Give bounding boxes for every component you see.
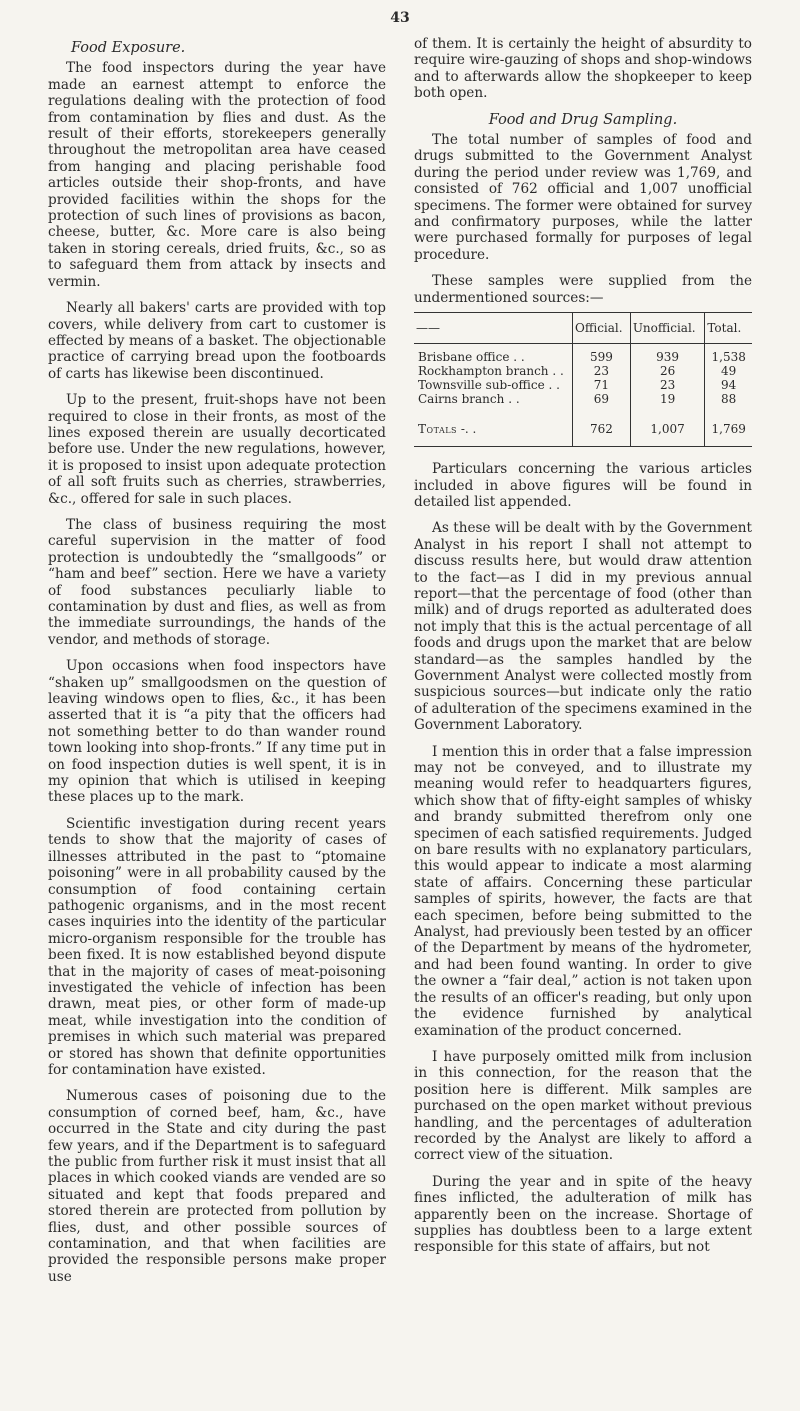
header-total: Total. [705, 313, 752, 344]
cell-total: 1,538 [705, 344, 752, 365]
paragraph: Numerous cases of poisoning due to the consumption of corned beef, ham, &c., have occurred in the State and city during the past few years, and if the Department is to safeguard the public from further risk it must insist that all places in which cooked viands are vended are so situated and kept that foods prepared and stored therein are protected from pollution by flies, dust, and other possible sources of contamination, and that when facilities are provided the responsible persons make proper use [48, 1088, 386, 1285]
section-title-food-drug-sampling: Food and Drug Sampling. [488, 111, 678, 128]
paragraph: As these will be dealt with by the Government Analyst in his report I shall not attempt to discuss results here, but would draw attention to the fact—as I did in my previous annual report—that the percentage of food (other than milk) and of drugs reported as adulterated does not imply that this is the actual percentage of all foods and drugs upon the market that are below standard—as the samples handled by the Government Analyst were collected mostly from suspicious sources—but indicate only the ratio of adulteration of the specimens examined in the Government Laboratory. [414, 520, 752, 734]
paragraph: I have purposely omitted milk from inclusion in this connection, for the reason that the position here is different. Milk samples are purchased on the open market without previous handling, and the percentages of adulteration recorded by the Analyst are likely to afford a correct view of the situation. [414, 1048, 752, 1164]
paragraph: These samples were supplied from the undermentioned sources:— [414, 273, 752, 306]
table-header-row [414, 313, 752, 344]
cell-total: 88 [705, 392, 752, 418]
paragraph: The total number of samples of food and drugs submitted to the Government Analyst during the period under review was 1,769, and consisted of 762 official and 1,007 unofficial specimens. The former were obtained for survey and confirmatory purposes, while the latter were purchased formally for purposes of legal procedure. [414, 132, 752, 263]
paragraph: The class of business requiring the most careful supervision in the matter of food protection is undoubtedly the “smallgoods” or “ham and beef” section. Here we have a variety of food substances peculiarly liable to contamination by dust and flies, as well as from the immediate surroundings, the hands of the vendor, and methods of storage. [48, 516, 386, 648]
totals-label: Totals [418, 422, 458, 437]
cell-unofficial: 19 [630, 392, 705, 418]
table-row [414, 344, 752, 365]
cell-grand-total: 1,769 [705, 418, 752, 447]
paragraph: Nearly all bakers' carts are provided with top covers, while delivery from cart to customer is effected by means of a basket. The objectionable practice of carrying bread upon the footboards of carts has likewise been discontinued. [48, 300, 386, 382]
paragraph: During the year and in spite of the heavy fines inflicted, the adulteration of milk has apparently been on the increase. Shortage of supplies has doubtless been to a large extent responsible for this state of affairs, but not [414, 1173, 752, 1256]
leader-dots: . . [552, 364, 564, 379]
cell-total: 49 [705, 364, 752, 378]
table-totals-row [414, 418, 752, 447]
page-number: 43 [390, 10, 410, 26]
leader-dots: -. . [460, 422, 477, 437]
row-label: Rockhampton branch [418, 364, 549, 379]
header-official: Official. [573, 313, 631, 344]
cell-official: 71 [573, 378, 631, 392]
leader-dots: . . [548, 378, 560, 393]
header-unofficial: Unofficial. [630, 313, 705, 344]
table-row [414, 378, 752, 392]
section-title-food-exposure: Food Exposure. [71, 40, 186, 56]
paragraph: Particulars concerning the various articles included in above figures will be found in detailed list appended. [414, 461, 752, 510]
cell-unofficial: 939 [630, 344, 705, 365]
paragraph: Upon occasions when food inspectors have “shaken up” smallgoodsmen on the question of leaving windows open to flies, &c., it has been asserted that it is “a pity that the officers had not something better to do than wander round town looking into shop-fronts.” If any time put in on food inspection duties is well spent, it is in my opinion that which is utilised in keeping these places up to the mark. [48, 658, 386, 806]
paragraph: Scientific investigation during recent years tends to show that the majority of cases of illnesses attributed in the past to “ptomaine poisoning” were in all probability caused by the consumption of food containing certain pathogenic organisms, and in the most recent cases inquiries into the identity of the particular micro-organism responsible for the trouble has been fixed. It is now established beyond dispute that in the majority of cases of meat-poisoning investigated the vehicle of infection has been drawn, meat pies, or other form of made-up meat, while investigation into the condition of premises in which such material was prepared or stored has shown that definite opportunities for contamination have existed. [48, 815, 386, 1078]
leader-dots: . . [513, 350, 525, 365]
right-column [414, 36, 752, 1266]
cell-official: 23 [573, 364, 631, 378]
leader-dots: . . [508, 392, 520, 407]
paragraph-continued: of them. It is certainly the height of absurdity to require wire-gauzing of shops and shop-windows and to afterwards allow the shopkeeper to keep both open. [414, 36, 752, 102]
row-label: Townsville sub-office [418, 378, 545, 393]
cell-official: 69 [573, 392, 631, 418]
table-row [414, 392, 752, 418]
left-column [48, 40, 386, 1295]
cell-unofficial-total: 1,007 [630, 418, 705, 447]
row-label: Brisbane office [418, 350, 510, 365]
cell-total: 94 [705, 378, 752, 392]
table-corner-header: —— [414, 313, 573, 344]
cell-official: 599 [573, 344, 631, 365]
paragraph: I mention this in order that a false impression may not be conveyed, and to illustrate my meaning would refer to headquarters figures, which show that of fifty-eight samples of whisky and brandy submitted therefrom only one specimen of each satisfied requirements. Judged on bare results with no explanatory particulars, this would appear to indicate a most alarming state of affairs. Concerning these particular samples of spirits, however, the facts are that each specimen, before being submitted to the Analyst, had previously been tested by an officer of the Department by means of the hydrometer, and had been found wanting. In order to give the owner a “fair deal,” action is not taken upon the results of an officer's reading, but only upon the evidence furnished by analytical examination of the product concerned. [414, 743, 752, 1039]
samples-sources-table [414, 312, 752, 447]
paragraph: The food inspectors during the year have made an earnest attempt to enforce the regulations dealing with the protection of food from contamination by flies and dust. As the result of their efforts, storekeepers generally throughout the metropolitan area have ceased from hanging and placing perishable food articles outside their shop-fronts, and have provided facilities within the shops for the protection of such lines of provisions as bacon, cheese, butter, &c. More care is also being taken in storing cereals, dried fruits, &c., so as to safeguard them from attack by insects and vermin. [48, 60, 386, 290]
cell-unofficial: 23 [630, 378, 705, 392]
cell-unofficial: 26 [630, 364, 705, 378]
cell-official-total: 762 [573, 418, 631, 447]
row-label: Cairns branch [418, 392, 505, 407]
table-row [414, 364, 752, 378]
paragraph: Up to the present, fruit-shops have not been required to close in their fronts, as most of the lines exposed therein are usually decorticated before use. Under the new regulations, however, it is proposed to insist upon adequate protection of all soft fruits such as cherries, strawberries, &c., offered for sale in such places. [48, 392, 386, 507]
